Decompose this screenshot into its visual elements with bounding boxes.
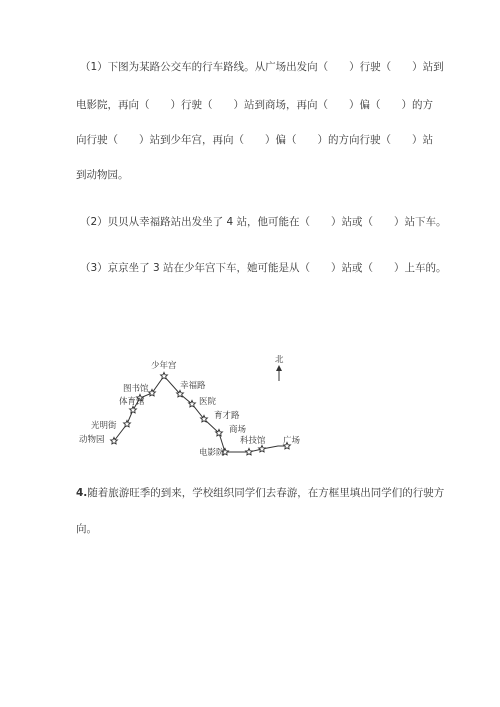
question-3: （3）京京坐了 3 站在少年宫下车，她可能是从（ ）站或（ ）上车的。 [80,262,447,274]
question-1-line-1: （1）下图为某路公交车的行车路线。从广场出发向（ ）行驶（ ）站到 [80,61,444,73]
label-guangmingjie: 光明街 [91,421,117,431]
label-guangchang: 广场 [283,436,301,446]
label-yucailu: 育才路 [214,411,240,421]
station-star-keji [259,445,266,452]
station-star-guangmingjie-upper [130,406,137,413]
question-1-line-2: 电影院，再向（ ）行驶（ ）站到商场，再向（ ）偏（ ）的方 [76,99,433,111]
label-tushuguan: 图书馆 [123,384,149,394]
label-shangchang: 商场 [229,425,247,435]
label-dongwuyuan: 动物园 [79,435,105,445]
station-star-keji-left [246,448,253,455]
north-arrow-icon [276,365,282,371]
label-shaoniangong: 少年宫 [151,361,177,371]
label-xingfulu: 幸福路 [180,381,206,391]
label-dianyingyuan: 电影院 [199,448,225,458]
question-2: （2）贝贝从幸福路站出发坐了 4 站，他可能在（ ）站或（ ）站下车。 [80,216,447,228]
station-star-shaoniangong [161,372,168,379]
label-tiyuguan: 体育馆 [119,397,145,407]
station-star-guangmingjie [124,420,131,427]
question-1-line-4: 到动物园。 [76,169,129,181]
label-yiyuan: 医院 [199,397,217,407]
question-4-line-2: 向。 [76,523,97,535]
question-4-number: 4. [76,487,88,499]
question-4-line-1 [76,486,444,500]
question-4-text: 随着旅游旺季的到来，学校组织同学们去春游，在方框里填出同学们的行驶方 [87,487,445,499]
question-1-line-3: 向行驶（ ）站到少年宫，再向（ ）偏（ ）的方向行驶（ ）站 [76,134,433,146]
north-label: 北 [275,355,284,365]
label-keji: 科技馆 [240,436,266,446]
